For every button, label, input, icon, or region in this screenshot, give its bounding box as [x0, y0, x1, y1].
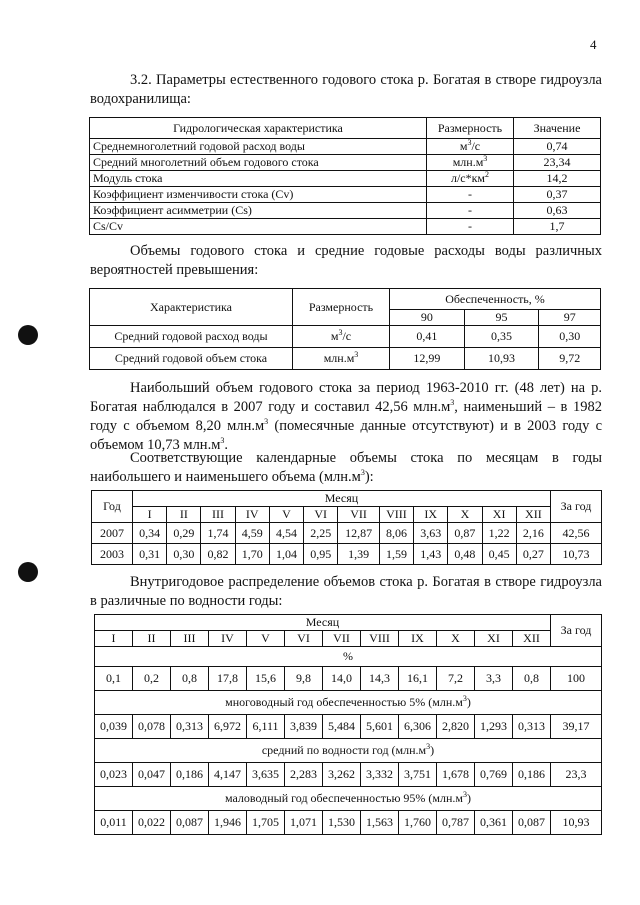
- table3-cell: 0,87: [448, 523, 482, 544]
- table4-month: VII: [323, 631, 361, 647]
- table3-month: V: [269, 507, 303, 523]
- table2-header-probability: Обеспеченность, %: [390, 289, 601, 310]
- table4-cell: 1,678: [437, 763, 475, 787]
- table4-cell: 1,530: [323, 811, 361, 835]
- table-row: [90, 348, 601, 370]
- table4-cell: 0,787: [437, 811, 475, 835]
- table-row: [90, 203, 601, 219]
- table3-cell: 1,39: [338, 544, 380, 565]
- table-row: [90, 187, 601, 203]
- hydro-params-table: [89, 117, 601, 235]
- table3-cell: 1,43: [414, 544, 448, 565]
- table1-unit: -: [427, 219, 514, 235]
- table4-cell: 5,601: [361, 715, 399, 739]
- table2-header-unit: Размерность: [293, 289, 390, 326]
- table4-cell: 0,186: [513, 763, 551, 787]
- table4-cell: 0,2: [133, 667, 171, 691]
- table4-cell: 0,011: [95, 811, 133, 835]
- table4-cell: 9,8: [285, 667, 323, 691]
- table4-cell: 0,039: [95, 715, 133, 739]
- table2-header-characteristic: Характеристика: [90, 289, 293, 326]
- table4-cell: 1,946: [209, 811, 247, 835]
- table3-total: 42,56: [551, 523, 602, 544]
- table2-prob-90: 90: [390, 310, 465, 326]
- table3-cell: 2,16: [516, 523, 550, 544]
- table4-cell: 0,087: [171, 811, 209, 835]
- table4-month: VI: [285, 631, 323, 647]
- table4-month: XII: [513, 631, 551, 647]
- table-row: [95, 811, 602, 835]
- table3-cell: 4,59: [235, 523, 269, 544]
- table1-value: 0,74: [514, 139, 601, 155]
- table4-cell: 15,6: [247, 667, 285, 691]
- table1-unit: -: [427, 203, 514, 219]
- paragraph-calendar: Соответствующие календарные объемы стока по месяцам в годы наибольшего и наименьшего объема $(млн.м^3)$:: [90, 450, 602, 485]
- table3-cell: 0,27: [516, 544, 550, 565]
- table1-name: Модуль стока: [90, 171, 427, 187]
- table3-cell: 3,63: [414, 523, 448, 544]
- paragraph-distribution: Внутригодовое распределение объемов стока р. Богатая в створе гидроузла в различные по водности годы:: [90, 574, 602, 609]
- table4-cell: 6,111: [247, 715, 285, 739]
- table-row: [92, 544, 602, 565]
- table4-month: VIII: [361, 631, 399, 647]
- table4-cell: 0,047: [133, 763, 171, 787]
- table3-header-year: Год: [92, 491, 133, 523]
- table3-cell: 0,30: [167, 544, 201, 565]
- table4-cell: 1,071: [285, 811, 323, 835]
- table4-group-label-dry: маловодный год обеспеченностью 95% $(млн.м^3)$: [95, 787, 602, 811]
- table4-cell: 3,635: [247, 763, 285, 787]
- table3-cell: 0,45: [482, 544, 516, 565]
- table3-cell: 0,34: [133, 523, 167, 544]
- table3-year: 2003: [92, 544, 133, 565]
- table1-value: 0,37: [514, 187, 601, 203]
- table4-month: XI: [475, 631, 513, 647]
- table3-month: VII: [338, 507, 380, 523]
- table1-value: 14,2: [514, 171, 601, 187]
- table3-cell: 2,25: [304, 523, 338, 544]
- monthly-extremes-table: [91, 490, 602, 565]
- table-row: [90, 171, 601, 187]
- table4-cell: 7,2: [437, 667, 475, 691]
- table1-unit: $млн.м^3$: [427, 155, 514, 171]
- table4-month: V: [247, 631, 285, 647]
- paragraph-extremes: Наибольший объем годового стока за период 1963-2010 гг. (48 лет) на р. Богатая наблюдался в 2007 году и составил 42,56 $млн.м^3$, наименьший – в 1982 году с объемом 8,20 $млн.м^3$ (помесячные данные отсутствуют) и в 2003 году с объемом 10,73 $млн.м^3$.: [90, 380, 603, 453]
- table2-name: Средний годовой объем стока: [90, 348, 293, 370]
- table4-cell: 14,3: [361, 667, 399, 691]
- table3-month: IX: [414, 507, 448, 523]
- table2-value: 0,30: [539, 326, 601, 348]
- table-row: [95, 715, 602, 739]
- table-row: [95, 763, 602, 787]
- table-row: [90, 139, 601, 155]
- table4-cell: 0,078: [133, 715, 171, 739]
- table4-cell: 0,769: [475, 763, 513, 787]
- table4-cell: 0,023: [95, 763, 133, 787]
- table2-unit: $м^3/с$: [293, 326, 390, 348]
- table3-month: X: [448, 507, 482, 523]
- page-number: 4: [590, 37, 597, 52]
- table1-unit: -: [427, 187, 514, 203]
- table2-value: 9,72: [539, 348, 601, 370]
- table2-unit: $млн.м^3$: [293, 348, 390, 370]
- table3-cell: 1,59: [379, 544, 413, 565]
- table3-cell: 4,54: [269, 523, 303, 544]
- table4-cell: 0,313: [513, 715, 551, 739]
- table4-cell: 6,972: [209, 715, 247, 739]
- table4-cell: 0,8: [171, 667, 209, 691]
- table4-cell: 0,8: [513, 667, 551, 691]
- table4-cell: 0,022: [133, 811, 171, 835]
- table3-month: VIII: [379, 507, 413, 523]
- table4-month: III: [171, 631, 209, 647]
- table4-total: 10,93: [551, 811, 602, 835]
- table4-pct-label: %: [95, 647, 602, 667]
- table-row: [95, 667, 602, 691]
- table2-value: 0,41: [390, 326, 465, 348]
- table4-month: I: [95, 631, 133, 647]
- table4-cell: 3,262: [323, 763, 361, 787]
- table3-total: 10,73: [551, 544, 602, 565]
- table3-month: II: [167, 507, 201, 523]
- table4-cell: 3,332: [361, 763, 399, 787]
- table-row: [90, 326, 601, 348]
- table1-name: Коэффициент изменчивости стока (Cv): [90, 187, 427, 203]
- table3-cell: 0,48: [448, 544, 482, 565]
- table-row: [90, 155, 601, 171]
- section-heading: 3.2. Параметры естественного годового стока р. Богатая в створе гидроузла водохранилища:: [90, 72, 602, 107]
- punch-hole-bottom: [18, 562, 38, 582]
- table1-header-characteristic: Гидрологическая характеристика: [90, 118, 427, 139]
- paragraph-probabilities: Объемы годового стока и средние годовые расходы воды различных вероятностей превышения:: [90, 243, 602, 278]
- table-row: [90, 219, 601, 235]
- table1-name: Средний многолетний объем годового стока: [90, 155, 427, 171]
- probability-table: [89, 288, 601, 370]
- table3-month: III: [201, 507, 235, 523]
- table4-cell: 2,283: [285, 763, 323, 787]
- table2-prob-97: 97: [539, 310, 601, 326]
- table1-unit: $м^3/с$: [427, 139, 514, 155]
- table4-cell: 0,313: [171, 715, 209, 739]
- table4-cell: 16,1: [399, 667, 437, 691]
- table3-cell: 1,22: [482, 523, 516, 544]
- table3-header-total: За год: [551, 491, 602, 523]
- table4-group-label-wet: многоводный год обеспеченностью 5% $(млн.м^3)$: [95, 691, 602, 715]
- table4-month: IX: [399, 631, 437, 647]
- table4-month: II: [133, 631, 171, 647]
- table3-cell: 1,70: [235, 544, 269, 565]
- table3-cell: 12,87: [338, 523, 380, 544]
- table4-cell: 0,1: [95, 667, 133, 691]
- table1-name: Коэффициент асимметрии (Cs): [90, 203, 427, 219]
- table2-value: 10,93: [464, 348, 539, 370]
- table4-cell: 1,563: [361, 811, 399, 835]
- table4-cell: 0,361: [475, 811, 513, 835]
- table4-cell: 2,820: [437, 715, 475, 739]
- table4-cell: 3,751: [399, 763, 437, 787]
- table4-total: 100: [551, 667, 602, 691]
- table4-cell: 3,839: [285, 715, 323, 739]
- table3-cell: 1,74: [201, 523, 235, 544]
- table3-cell: 0,82: [201, 544, 235, 565]
- table1-unit: $л/с*км^2$: [427, 171, 514, 187]
- table3-cell: 0,29: [167, 523, 201, 544]
- punch-hole-top: [18, 325, 38, 345]
- table4-cell: 1,705: [247, 811, 285, 835]
- table4-total: 39,17: [551, 715, 602, 739]
- table3-cell: 0,31: [133, 544, 167, 565]
- table1-name: Cs/Cv: [90, 219, 427, 235]
- table3-month: XI: [482, 507, 516, 523]
- table4-cell: 17,8: [209, 667, 247, 691]
- table1-header-value: Значение: [514, 118, 601, 139]
- table2-value: 0,35: [464, 326, 539, 348]
- table-row: [92, 523, 602, 544]
- table3-month: XII: [516, 507, 550, 523]
- table2-value: 12,99: [390, 348, 465, 370]
- table4-cell: 4,147: [209, 763, 247, 787]
- table4-total: 23,3: [551, 763, 602, 787]
- table3-year: 2007: [92, 523, 133, 544]
- table4-cell: 1,293: [475, 715, 513, 739]
- table3-month: VI: [304, 507, 338, 523]
- table1-name: Среднемноголетний годовой расход воды: [90, 139, 427, 155]
- table3-cell: 1,04: [269, 544, 303, 565]
- table1-header-unit: Размерность: [427, 118, 514, 139]
- table4-month: X: [437, 631, 475, 647]
- table4-cell: 0,087: [513, 811, 551, 835]
- table3-cell: 0,95: [304, 544, 338, 565]
- table2-prob-95: 95: [464, 310, 539, 326]
- table2-name: Средний годовой расход воды: [90, 326, 293, 348]
- table4-group-label-average: средний по водности год $(млн.м^3)$: [95, 739, 602, 763]
- table4-cell: 0,186: [171, 763, 209, 787]
- table3-month: IV: [235, 507, 269, 523]
- table3-header-month: Месяц: [133, 491, 551, 507]
- table4-cell: 3,3: [475, 667, 513, 691]
- table1-value: 1,7: [514, 219, 601, 235]
- distribution-table: [94, 614, 602, 835]
- table1-value: 23,34: [514, 155, 601, 171]
- table4-cell: 1,760: [399, 811, 437, 835]
- table4-cell: 14,0: [323, 667, 361, 691]
- table4-header-total: За год: [551, 615, 602, 647]
- table3-cell: 8,06: [379, 523, 413, 544]
- table4-month: IV: [209, 631, 247, 647]
- table3-month: I: [133, 507, 167, 523]
- table4-header-month: Месяц: [95, 615, 551, 631]
- table1-value: 0,63: [514, 203, 601, 219]
- table4-cell: 5,484: [323, 715, 361, 739]
- table4-cell: 6,306: [399, 715, 437, 739]
